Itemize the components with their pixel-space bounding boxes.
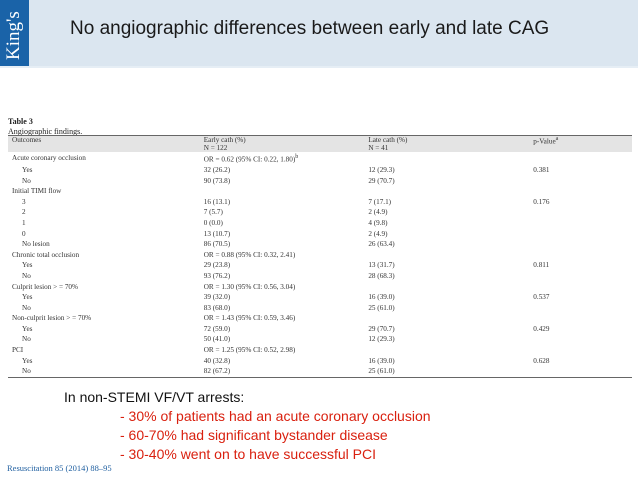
outcome-label: Initial TIMI flow	[12, 187, 62, 196]
table-row	[8, 292, 632, 303]
table-row	[8, 197, 632, 208]
kings-logo	[0, 0, 29, 66]
late-cath-value: 26 (63.4)	[368, 240, 395, 249]
p-value-footnote-mark: a	[555, 136, 559, 142]
outcome-label: Yes	[22, 293, 33, 302]
table-group-row	[8, 186, 632, 197]
outcome-label: Yes	[22, 261, 33, 270]
p-value	[529, 250, 632, 261]
outcome-label: No	[22, 271, 31, 280]
table-title: Angiographic findings.	[8, 127, 83, 136]
p-value	[529, 313, 632, 324]
outcome-label: No	[22, 335, 31, 344]
footnote-mark: b	[295, 154, 299, 160]
table-header-row	[8, 136, 632, 153]
outcome-label: No	[22, 176, 31, 185]
p-value: 0.381	[533, 165, 550, 174]
table-row	[8, 176, 632, 187]
note-item: - 30% of patients had an acute coronary occlusion	[120, 408, 431, 424]
table-row	[8, 334, 632, 345]
table-row	[8, 324, 632, 335]
angiographic-findings-table	[8, 135, 632, 378]
logo-text: King's	[3, 11, 24, 60]
early-cath-value: OR = 1.25 (95% CI: 0.52, 2.98)	[203, 346, 296, 355]
slide-title: No angiographic differences between early and late CAG	[70, 18, 550, 39]
outcome-label: Chronic total occlusion	[12, 250, 80, 259]
early-cath-value: 72 (59.0)	[203, 324, 231, 333]
p-value	[529, 334, 632, 345]
early-cath-value: OR = 1.43 (95% CI: 0.59, 3.46)	[203, 314, 296, 323]
table-row	[8, 260, 632, 271]
table-row	[8, 165, 632, 176]
early-cath-value: 39 (32.0)	[203, 293, 231, 302]
outcome-label: Yes	[22, 165, 33, 174]
table-row	[8, 229, 632, 240]
table-row	[8, 366, 632, 377]
table-row	[8, 207, 632, 218]
outcome-label: 2	[22, 208, 26, 217]
p-value: 0.628	[533, 356, 550, 365]
late-cath-value	[364, 250, 529, 261]
p-value: 0.176	[533, 197, 550, 206]
table-row	[8, 271, 632, 282]
early-cath-value: 90 (73.8)	[203, 176, 231, 185]
early-cath-value: 83 (68.0)	[203, 303, 231, 312]
early-cath-value	[200, 186, 365, 197]
col-p-value: p-Value$^a$	[529, 136, 632, 153]
p-value	[529, 345, 632, 356]
early-cath-value: 0 (0.0)	[203, 218, 223, 227]
outcome-label: No	[22, 303, 31, 312]
late-cath-value: 12 (29.3)	[368, 335, 395, 344]
table-group-row	[8, 313, 632, 324]
late-cath-value: 16 (39.0)	[368, 356, 395, 365]
table-row	[8, 218, 632, 229]
note-item: - 60-70% had significant bystander disease	[120, 427, 388, 443]
p-value	[529, 186, 632, 197]
p-value	[529, 271, 632, 282]
late-cath-value: 29 (70.7)	[368, 176, 395, 185]
outcome-label: 1	[22, 218, 26, 227]
late-cath-value: 29 (70.7)	[368, 324, 395, 333]
late-cath-value	[364, 282, 529, 293]
early-cath-value: 50 (41.0)	[203, 335, 231, 344]
outcome-label: 3	[22, 197, 26, 206]
table-group-row	[8, 345, 632, 356]
early-cath-value: 93 (76.2)	[203, 271, 231, 280]
journal-citation: Resuscitation 85 (2014) 88–95	[7, 463, 112, 473]
late-cath-value: 28 (68.3)	[368, 271, 395, 280]
table-row	[8, 239, 632, 250]
late-cath-value	[364, 345, 529, 356]
late-cath-value: 12 (29.3)	[368, 165, 395, 174]
late-cath-value: 2 (4.9)	[368, 208, 388, 217]
early-cath-value: 86 (70.5)	[203, 240, 231, 249]
early-cath-value: 40 (32.8)	[203, 356, 231, 365]
outcome-label: 0	[22, 229, 26, 238]
outcome-label: Acute coronary occlusion	[12, 154, 86, 163]
early-cath-value: 7 (5.7)	[203, 208, 223, 217]
late-cath-value: 7 (17.1)	[368, 197, 392, 206]
table-group-row	[8, 282, 632, 293]
p-value	[529, 229, 632, 240]
table-group-row	[8, 152, 632, 165]
early-cath-value: 32 (26.2)	[203, 165, 231, 174]
late-cath-n: N = 41	[368, 144, 389, 152]
p-value	[529, 207, 632, 218]
p-value	[529, 152, 632, 165]
late-cath-value: 25 (61.0)	[368, 303, 395, 312]
late-cath-value	[364, 186, 529, 197]
late-cath-value: 4 (9.8)	[368, 218, 388, 227]
p-value	[529, 303, 632, 314]
col-early-cath: Early cath (%) N = 122	[200, 136, 365, 153]
late-cath-value	[364, 152, 529, 165]
late-cath-value: 13 (31.7)	[368, 261, 395, 270]
table-body	[8, 152, 632, 377]
p-value: 0.537	[533, 293, 550, 302]
header-divider	[0, 66, 638, 68]
outcome-label: Culprit lesion > = 70%	[12, 282, 79, 291]
table-row	[8, 303, 632, 314]
col-outcomes: Outcomes	[8, 136, 200, 153]
early-cath-value: 29 (23.8)	[203, 261, 231, 270]
early-cath-value: 13 (10.7)	[203, 229, 231, 238]
early-cath-value: 16 (13.1)	[203, 197, 231, 206]
notes-block	[64, 388, 431, 464]
p-value	[529, 176, 632, 187]
outcome-label: No lesion	[22, 240, 50, 249]
early-cath-value: OR = 0.62 (95% CI: 0.22, 1.80)$^b$	[203, 154, 299, 164]
early-cath-value: OR = 1.30 (95% CI: 0.56, 3.04)	[203, 282, 296, 291]
notes-heading: In non-STEMI VF/VT arrests:	[64, 389, 245, 405]
p-value	[529, 239, 632, 250]
late-cath-value: 25 (61.0)	[364, 366, 529, 377]
table-number: Table 3	[8, 117, 33, 126]
outcome-label: PCI	[12, 346, 24, 355]
p-value	[529, 366, 632, 377]
late-cath-value: 2 (4.9)	[368, 229, 388, 238]
early-cath-n: N = 122	[203, 144, 228, 152]
table-group-row	[8, 250, 632, 261]
outcome-label: Non-culprit lesion > = 70%	[12, 314, 92, 323]
col-late-cath: Late cath (%) N = 41	[364, 136, 529, 153]
p-value	[529, 218, 632, 229]
late-cath-value: 16 (39.0)	[368, 293, 395, 302]
slide-header	[0, 0, 638, 66]
outcome-label: Yes	[22, 356, 33, 365]
outcome-label: No	[8, 366, 200, 377]
early-cath-value: OR = 0.88 (95% CI: 0.32, 2.41)	[203, 250, 296, 259]
p-value: 0.429	[533, 324, 550, 333]
table-row	[8, 356, 632, 367]
findings-table	[8, 135, 632, 378]
early-cath-value: 82 (67.2)	[200, 366, 365, 377]
note-item: - 30-40% went on to have successful PCI	[120, 446, 377, 462]
late-cath-value	[364, 313, 529, 324]
p-value: 0.811	[533, 261, 550, 270]
table-caption	[8, 117, 82, 137]
p-value	[529, 282, 632, 293]
outcome-label: Yes	[22, 324, 33, 333]
